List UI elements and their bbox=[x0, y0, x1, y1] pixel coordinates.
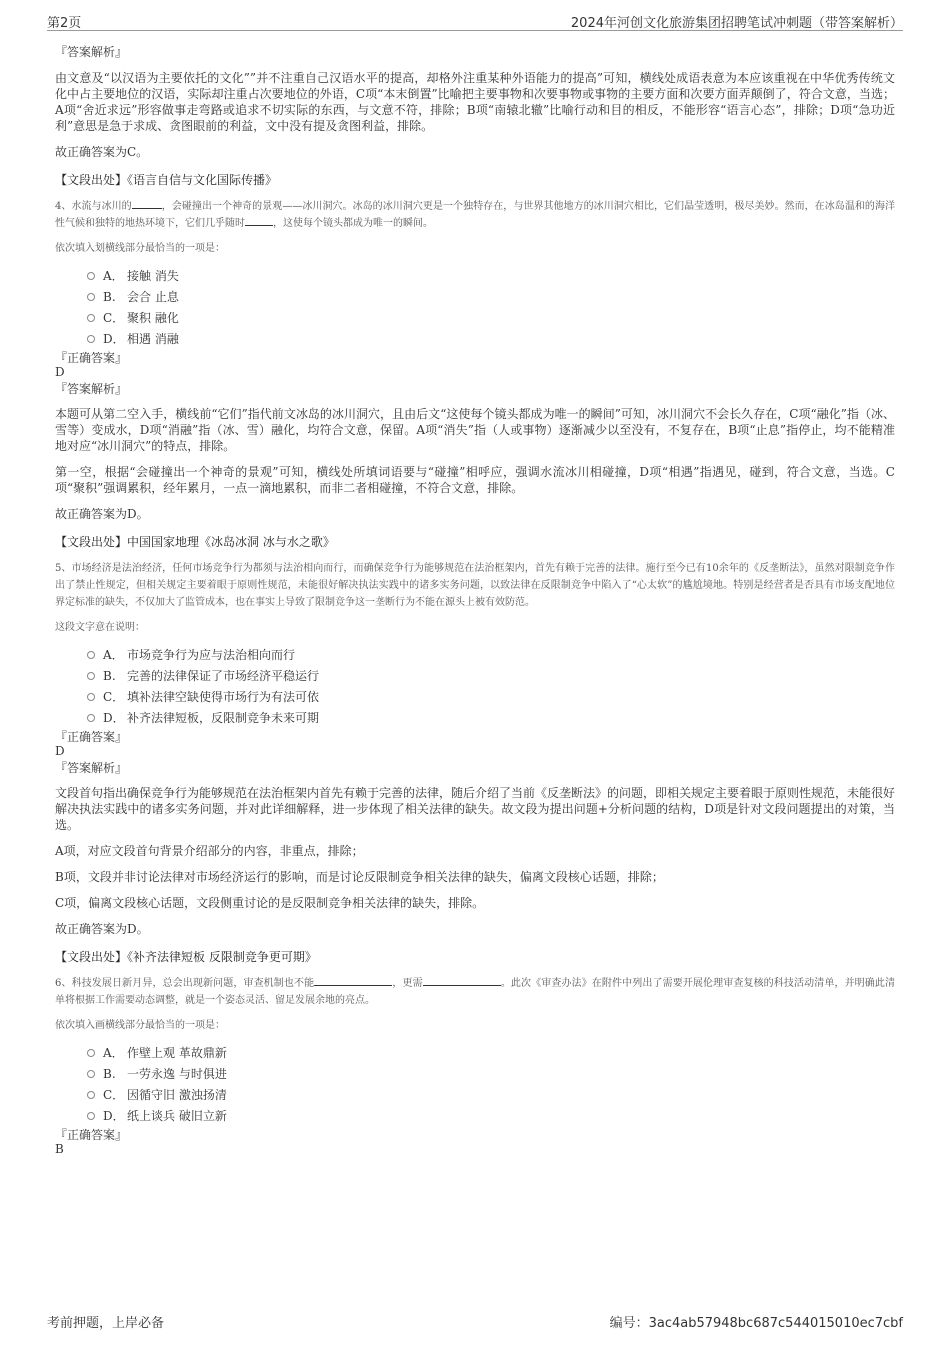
q4-option-d[interactable] bbox=[55, 328, 895, 349]
q4-correct-label: 『正确答案』 bbox=[55, 351, 128, 365]
option-letter: D． bbox=[103, 1109, 125, 1123]
footer-slogan: 考前押题，上岸必备 bbox=[47, 1316, 165, 1331]
q5-option-a[interactable] bbox=[55, 644, 895, 665]
option-letter: D． bbox=[103, 332, 125, 346]
q4-blank-2 bbox=[245, 215, 273, 226]
q4-analysis-p2: 第一空，根据“会碰撞出一个神奇的景观”可知，横线处所填词语要与“碰撞”相呼应，强调水流冰川相碰撞，D项“相遇”指遇见，碰到，符合文意，当选。C项“聚积”强调累积，经年累月，一点一滴地累积，而非二者相碰撞，不符合文意，排除。 bbox=[55, 465, 895, 495]
q4-option-b[interactable] bbox=[55, 286, 895, 307]
document-serial: 编号：3ac4ab57948bc687c544015010ec7cbf bbox=[609, 1316, 903, 1331]
option-text: 聚积 融化 bbox=[127, 311, 179, 325]
radio-icon[interactable] bbox=[87, 1091, 95, 1099]
q5-analysis-label: 『答案解析』 bbox=[55, 761, 128, 775]
option-letter: D． bbox=[103, 711, 125, 725]
q4-stem bbox=[55, 198, 895, 232]
radio-icon[interactable] bbox=[87, 272, 95, 280]
q6-option-b[interactable] bbox=[55, 1063, 895, 1084]
q4-stem-part: ，这使每个镜头都成为唯一的瞬间。 bbox=[273, 218, 433, 229]
radio-icon[interactable] bbox=[87, 335, 95, 343]
q5-stem: 5、市场经济是法治经济，任何市场竞争行为都须与法治相向而行，而确保竞争行为能够规范在法治框架内，首先有赖于完善的法律。施行至今已有10余年的《反垄断法》，虽然对限制竞争作出了禁止性规定，但相关规定主要着眼于原则性规范，未能很好解决执法实践中的诸多实务问题，以致法律在反限制竞争中陷入了“心太软”的尴尬境地。特别是经营者是否具有市场支配地位界定标准的缺失，不仅加大了监管成本，也在事实上导致了限制竞争这一垄断行为不能在源头上被有效防范。 bbox=[55, 563, 895, 608]
main-content bbox=[55, 44, 895, 1156]
q4-analysis-p1: 本题可从第二空入手，横线前“它们”指代前文冰岛的冰川洞穴，且由后文“这使每个镜头都成为唯一的瞬间”可知，冰川洞穴不会长久存在，C项“融化”指（冰、雪等）变成水，D项“消融”指（冰、雪）融化，均符合文意，保留。A项“消失”指（人或事物）逐渐减少以至没有，不复存在，B项“止息”指停止，均不能精准地对应“冰川洞穴”的特点，排除。 bbox=[55, 407, 895, 453]
q3-analysis-text: 由文意及“以汉语为主要依托的文化””并不注重自己汉语水平的提高，却格外注重某种外语能力的提高”可知，横线处成语表意为本应该重视在中华优秀传统文化中占主要地位的汉语，实际却注重占次要地位的外语，C项“本末倒置”比喻把主要事物和次要事物或事物的主要方面和次要方面弄颠倒了，符合文意，当选；A项“舍近求远”形容做事走弯路或追求不切实际的东西，与文意不符，排除；B项“南辕北辙”比喻行动和目的相反，不能形容“语言心态”，排除；D项“急功近利”意思是急于求成、贪图眼前的利益，文中没有提及贪图利益，排除。 bbox=[55, 71, 895, 133]
q6-correct-answer: B bbox=[55, 1142, 64, 1156]
radio-icon[interactable] bbox=[87, 672, 95, 680]
radio-icon[interactable] bbox=[87, 1049, 95, 1057]
q6-correct-label: 『正确答案』 bbox=[55, 1128, 128, 1142]
q5-analysis-p2: A项，对应文段首句背景介绍部分的内容，非重点，排除； bbox=[55, 844, 364, 858]
q4-option-a[interactable] bbox=[55, 265, 895, 286]
q6-blank-1 bbox=[314, 975, 392, 986]
radio-icon[interactable] bbox=[87, 293, 95, 301]
option-letter: B. bbox=[103, 1066, 116, 1081]
option-letter: B. bbox=[103, 668, 116, 683]
q6-option-c[interactable] bbox=[55, 1084, 895, 1105]
q6-option-a[interactable] bbox=[55, 1042, 895, 1063]
q6-stem-part: 6、科技发展日新月异，总会出现新问题，审查机制也不能 bbox=[55, 978, 315, 989]
option-text: 一劳永逸 与时俱进 bbox=[127, 1067, 227, 1081]
q6-blank-2 bbox=[423, 975, 501, 986]
radio-icon[interactable] bbox=[87, 714, 95, 722]
option-letter: C． bbox=[103, 690, 125, 704]
option-text: 因循守旧 激浊扬清 bbox=[127, 1088, 227, 1102]
q6-stem-part: 。此次《审查办法》在附件中列出了需要开展伦理审查复核的科技活动清单，并明确此清单将根据工作需要动态调整，就是一个姿态灵活、留足发展余地的亮点。 bbox=[55, 978, 896, 1006]
document-title: 2024年河创文化旅游集团招聘笔试冲刺题（带答案解析） bbox=[570, 16, 903, 31]
q5-option-c[interactable] bbox=[55, 686, 895, 707]
q6-prompt: 依次填入画横线部分最恰当的一项是： bbox=[55, 1020, 225, 1031]
q6-stem bbox=[55, 975, 895, 1009]
option-letter: A． bbox=[103, 1046, 124, 1060]
q4-analysis-label: 『答案解析』 bbox=[55, 382, 128, 396]
q3-conclusion: 故正确答案为C。 bbox=[55, 145, 149, 159]
radio-icon[interactable] bbox=[87, 1112, 95, 1120]
option-text: 补齐法律短板，反限制竞争未来可期 bbox=[127, 711, 320, 725]
q5-analysis-p3: B项，文段并非讨论法律对市场经济运行的影响，而是讨论反限制竞争相关法律的缺失，偏离文段核心话题，排除； bbox=[55, 870, 664, 884]
q5-options bbox=[55, 644, 895, 728]
option-letter: C． bbox=[103, 311, 125, 325]
radio-icon[interactable] bbox=[87, 693, 95, 701]
q4-options bbox=[55, 265, 895, 349]
q4-conclusion: 故正确答案为D。 bbox=[55, 507, 149, 521]
option-text: 相遇 消融 bbox=[127, 332, 179, 346]
q5-correct-label: 『正确答案』 bbox=[55, 730, 128, 744]
option-text: 会合 止息 bbox=[127, 290, 179, 304]
option-text: 纸上谈兵 破旧立新 bbox=[127, 1109, 227, 1123]
q5-option-b[interactable] bbox=[55, 665, 895, 686]
page-footer bbox=[47, 1312, 903, 1332]
q4-prompt: 依次填入划横线部分最恰当的一项是： bbox=[55, 243, 225, 254]
option-text: 市场竞争行为应与法治相向而行 bbox=[127, 648, 296, 662]
radio-icon[interactable] bbox=[87, 314, 95, 322]
q6-option-d[interactable] bbox=[55, 1105, 895, 1126]
option-text: 完善的法律保证了市场经济平稳运行 bbox=[127, 669, 320, 683]
q4-correct-answer: D bbox=[55, 365, 65, 379]
option-letter: B. bbox=[103, 289, 116, 304]
option-letter: A． bbox=[103, 648, 124, 662]
option-text: 接触 消失 bbox=[127, 269, 179, 283]
radio-icon[interactable] bbox=[87, 651, 95, 659]
q4-source: 【文段出处】中国国家地理《冰岛冰洞 冰与水之歌》 bbox=[55, 535, 335, 549]
q4-stem-part: 4、水流与冰川的 bbox=[55, 201, 132, 212]
q5-conclusion: 故正确答案为D。 bbox=[55, 922, 149, 936]
q5-analysis-p4: C项，偏离文段核心话题，文段侧重讨论的是反限制竞争相关法律的缺失，排除。 bbox=[55, 896, 485, 910]
q6-options bbox=[55, 1042, 895, 1126]
page-number: 第2页 bbox=[47, 16, 82, 31]
q5-option-d[interactable] bbox=[55, 707, 895, 728]
q4-stem-part: ，会碰撞出一个神奇的景观——冰川洞穴。冰岛的冰川洞穴更是一个独特存在，与世界其他地方的冰川洞穴相比，它们晶莹透明，极尽美妙。然而，在冰岛温和的海洋性气候和独特的地热环境下，它们几乎随时 bbox=[55, 201, 895, 229]
radio-icon[interactable] bbox=[87, 1070, 95, 1078]
q5-analysis-p1: 文段首句指出确保竞争行为能够规范在法治框架内首先有赖于完善的法律，随后介绍了当前《反垄断法》的问题，即相关规定主要着眼于原则性规范，未能很好解决执法实践中的诸多实务问题，并对此详细解释，进一步体现了相关法律的缺失。故文段为提出问题+分析问题的结构，D项是针对文段问题提出的对策，当选。 bbox=[55, 786, 896, 832]
q6-stem-part: ，更需 bbox=[392, 978, 423, 989]
option-text: 作壁上观 革故鼎新 bbox=[127, 1046, 227, 1060]
q3-source: 【文段出处】《语言自信与文化国际传播》 bbox=[55, 173, 278, 187]
q3-analysis-label: 『答案解析』 bbox=[55, 45, 128, 59]
page-header bbox=[47, 8, 903, 31]
q5-source: 【文段出处】《补齐法律短板 反限制竞争更可期》 bbox=[55, 950, 317, 964]
q5-prompt: 这段文字意在说明： bbox=[55, 622, 145, 633]
q4-option-c[interactable] bbox=[55, 307, 895, 328]
option-letter: C． bbox=[103, 1088, 125, 1102]
q4-blank-1 bbox=[132, 198, 162, 209]
option-text: 填补法律空缺使得市场行为有法可依 bbox=[127, 690, 320, 704]
option-letter: A． bbox=[103, 269, 124, 283]
q5-correct-answer: D bbox=[55, 744, 65, 758]
